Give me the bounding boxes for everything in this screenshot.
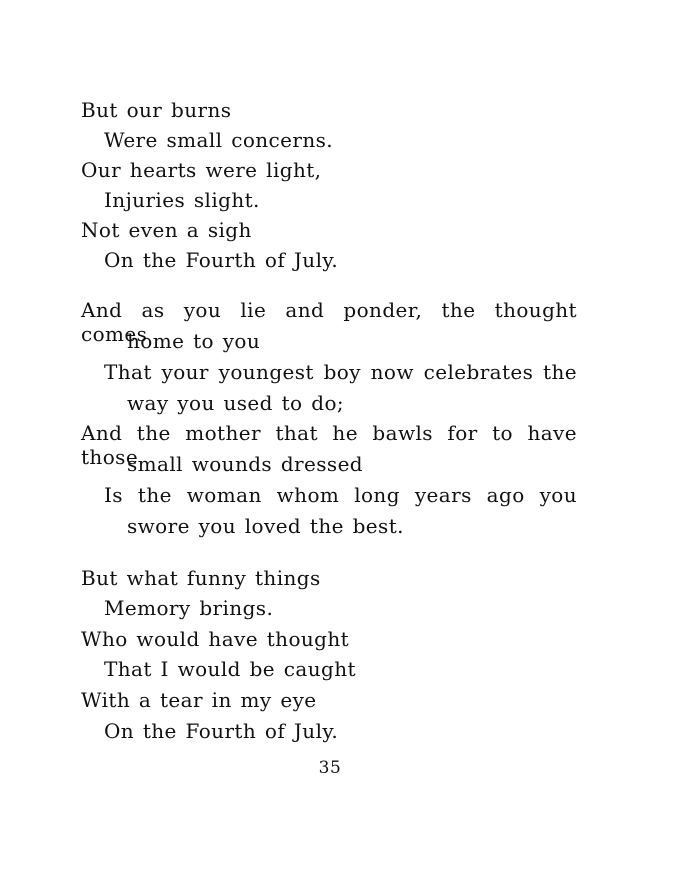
poem-line: With a tear in my eye (81, 688, 317, 712)
poem-line-continuation: way you used to do; (127, 391, 345, 415)
poem-line: That I would be caught (104, 657, 356, 681)
poem-line: But what funny things (81, 566, 321, 590)
poem-line: Our hearts were light, (81, 158, 322, 182)
poem-line: But our burns (81, 98, 232, 122)
poem-line: On the Fourth of July. (104, 719, 339, 743)
poem-line: On the Fourth of July. (104, 248, 339, 272)
poem-line: That your youngest boy now celebrates the (104, 360, 577, 384)
poem-line: Is the woman whom long years ago you (104, 483, 577, 507)
poem-line-continuation: swore you loved the best. (127, 514, 404, 538)
poem-line-continuation: small wounds dressed (127, 452, 364, 476)
poem-line: And as you lie and ponder, the thought comes (81, 298, 577, 346)
poem-line: Memory brings. (104, 596, 274, 620)
page-number: 35 (318, 758, 342, 778)
poem-line: Injuries slight. (104, 188, 260, 212)
poem-line-continuation: home to you (127, 329, 261, 353)
poem-line: Who would have thought (81, 627, 350, 651)
poem-line: And the mother that he bawls for to have those (81, 421, 577, 469)
poem-line: Not even a sigh (81, 218, 252, 242)
poem-line: Were small concerns. (104, 128, 334, 152)
